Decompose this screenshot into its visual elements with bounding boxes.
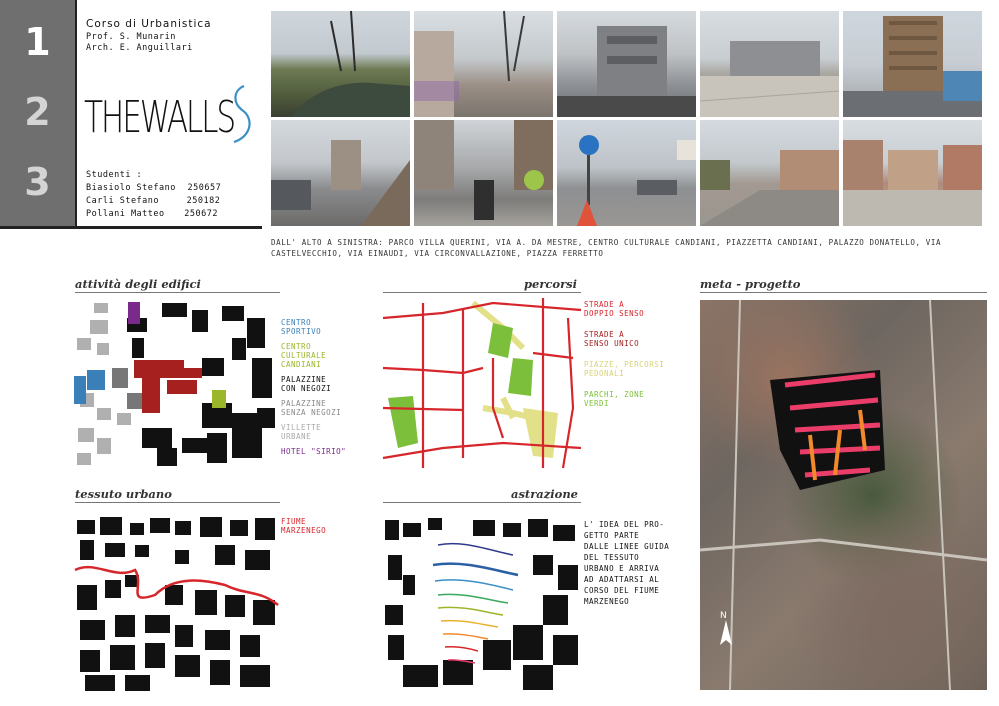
professor-name: Prof. S. Munarin (86, 32, 176, 42)
photo-via-castelvecchio (271, 120, 410, 226)
legend-attivita (281, 318, 346, 456)
student-name: Carli Stefano (86, 196, 160, 206)
map-astrazione (383, 515, 581, 693)
header-divider (0, 226, 262, 229)
architect-name: Arch. E. Anguillari (86, 43, 193, 53)
photo-palazzo-donatello (843, 11, 982, 117)
map-percorsi (383, 298, 581, 470)
legend-item: PALAZZINE SENZA NEGOZI (281, 399, 342, 417)
north-arrow-icon (720, 611, 732, 645)
legend-item: PARCHI, ZONE VERDI (584, 390, 645, 408)
student-name: Biasiolo Stefano (86, 183, 176, 193)
section-rule (383, 292, 581, 293)
photo-caption: DALL' ALTO A SINISTRA: PARCO VILLA QUERINI, VIA A. DA MESTRE, CENTRO CULTURALE CANDIANI, PIAZZETTA CANDIANI, PALAZZO DONATELLO, VIA CASTELVECCHIO, VIA EINAUDI, VIA CIRCONVALLAZIONE, PIAZZA FERRETTO (271, 238, 942, 258)
section-title-meta-progetto: meta - progetto (700, 277, 801, 291)
legend-item: PALAZZINE CON NEGOZI (281, 375, 332, 393)
svg-text:N: N (720, 611, 727, 621)
section-number-2: 2 (24, 90, 51, 134)
section-rule (75, 502, 280, 503)
logo-text: THEWALLS (84, 92, 235, 143)
photo-via-einaudi (414, 120, 553, 226)
student-id: 250657 (187, 183, 222, 193)
section-number-1: 1 (24, 20, 51, 64)
section-rule (700, 292, 987, 293)
map-tessuto-urbano (75, 515, 278, 693)
legend-tessuto: FIUME MARZENEGO (281, 517, 327, 535)
legend-item: STRADE A SENSO UNICO (584, 330, 640, 348)
legend-item: VILLETTE URBANE (281, 423, 322, 441)
section-title-tessuto-urbano: tessuto urbano (75, 487, 172, 501)
photo-parco-villa-querini (271, 11, 410, 117)
photo-centro-culturale-candiani (557, 11, 696, 117)
student-row (86, 209, 218, 219)
legend-item: HOTEL "SIRIO" (281, 447, 347, 456)
legend-percorsi (584, 300, 664, 408)
student-id: 250672 (184, 209, 218, 219)
satellite-map (700, 300, 987, 690)
student-row (86, 183, 221, 193)
section-rule (383, 502, 581, 503)
section-title-attivita: attività degli edifici (75, 277, 201, 291)
thewalls-logo (84, 80, 256, 150)
student-row (86, 196, 220, 206)
course-title: Corso di Urbanistica (86, 18, 212, 30)
photo-via-circonvallazione (557, 120, 696, 226)
logo-swirl-icon (234, 86, 250, 142)
legend-item: PIAZZE, PERCORSI PEDONALI (584, 360, 665, 378)
student-name: Pollani Matteo (86, 209, 165, 219)
legend-item: CENTRO SPORTIVO (281, 318, 322, 336)
photo-via-a-da-mestre (414, 11, 553, 117)
astrazione-description: L' IDEA DEL PRO- GETTO PARTE DALLE LINEE GUIDA DEL TESSUTO URBANO E ARRIVA AD ADATTARSI AL CORSO DEL FIUME MARZENEGO (584, 520, 670, 606)
student-id: 250182 (186, 196, 221, 206)
section-number-column (0, 0, 75, 227)
section-number-3: 3 (24, 160, 51, 204)
section-title-percorsi: percorsi (524, 277, 577, 291)
legend-item: STRADE A DOPPIO SENSO (584, 300, 645, 318)
legend-item: CENTRO CULTURALE CANDIANI (281, 342, 327, 369)
photo-piazzetta-candiani (700, 11, 839, 117)
photo-piazza-ferretto (843, 120, 982, 226)
students-label: Studenti : (86, 170, 143, 180)
map-attivita-edifici (72, 298, 278, 470)
photo-via-strada (700, 120, 839, 226)
section-title-astrazione: astrazione (511, 487, 578, 501)
section-rule (75, 292, 280, 293)
